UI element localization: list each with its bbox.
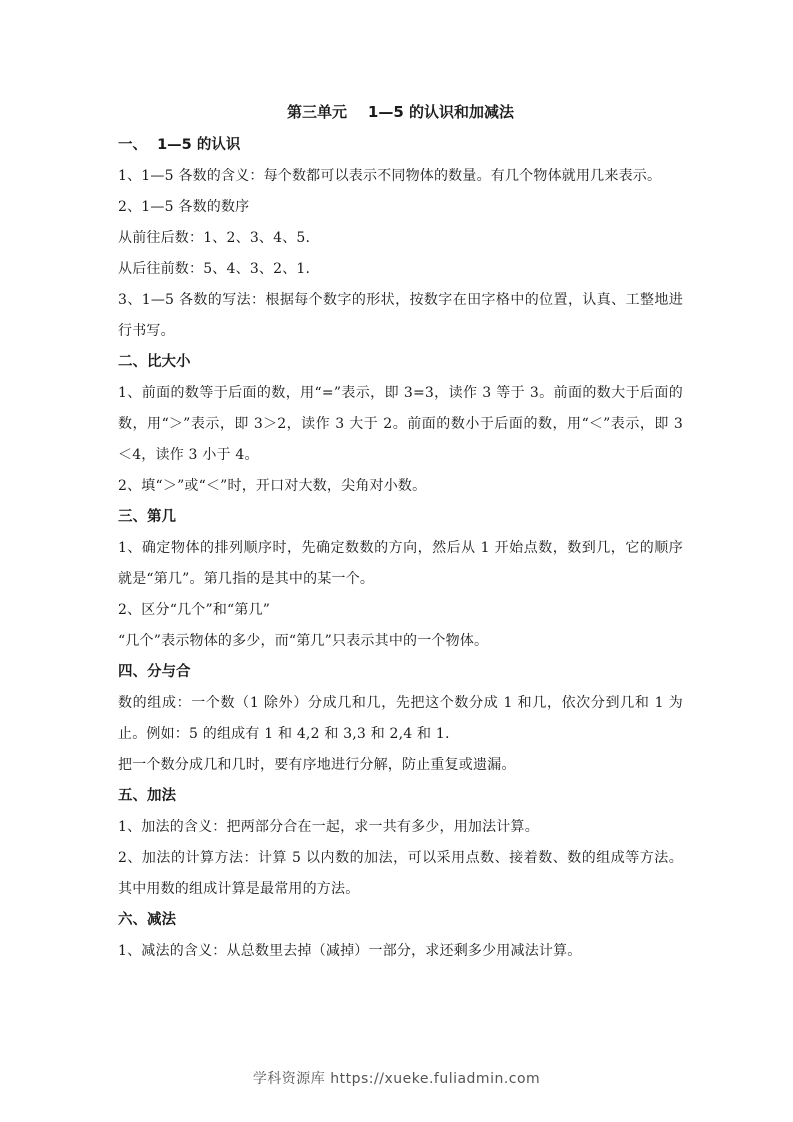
section-heading: 三、第几	[118, 509, 176, 525]
section-6	[118, 905, 683, 967]
paragraph: “几个”表示物体的多少，而“第几”只表示其中的一个物体。	[118, 633, 489, 649]
section-3	[118, 502, 683, 657]
document-title: 第三单元 1—5 的认识和加减法	[287, 103, 514, 121]
section-1	[118, 130, 683, 347]
section-heading: 四、分与合	[118, 664, 191, 680]
paragraph: 1、确定物体的排列顺序时，先确定数数的方向，然后从 1 开始点数，数到几，它的顺序就是“第几”。第几指的是其中的某一个。	[118, 540, 683, 587]
paragraph: 3、1—5 各数的写法：根据每个数字的形状，按数字在田字格中的位置，认真、工整地进行书写。	[118, 292, 683, 339]
paragraph: 把一个数分成几和几时，要有序地进行分解，防止重复或遗漏。	[118, 757, 516, 773]
section-heading: 二、比大小	[118, 354, 191, 370]
paragraph: 1、1—5 各数的含义：每个数都可以表示不同物体的数量。有几个物体就用几来表示。	[118, 168, 662, 184]
paragraph: 从后往前数：5、4、3、2、1.	[118, 261, 311, 277]
section-heading: 一、 1—5 的认识	[118, 137, 241, 153]
section-4	[118, 657, 683, 781]
paragraph: 1、减法的含义：从总数里去掉（减掉）一部分，求还剩多少用减法计算。	[118, 943, 582, 959]
paragraph: 2、1—5 各数的数序	[118, 199, 250, 215]
section-5	[118, 781, 683, 905]
paragraph: 1、前面的数等于后面的数，用“=”表示，即 3=3，读作 3 等于 3。前面的数大于后面的数，用“＞”表示，即 3＞2，读作 3 大于 2。前面的数小于后面的数，用“＜”表示，即 3＜4，读作 3 小于 4。	[118, 385, 683, 463]
section-heading: 五、加法	[118, 788, 176, 804]
paragraph: 2、填“＞”或“＜”时，开口对大数，尖角对小数。	[118, 478, 427, 494]
section-2	[118, 347, 683, 502]
paragraph: 2、区分“几个”和“第几”	[118, 602, 271, 618]
section-heading: 六、减法	[118, 912, 176, 928]
paragraph: 2、加法的计算方法：计算 5 以内数的加法，可以采用点数、接着数、数的组成等方法。其中用数的组成计算是最常用的方法。	[118, 850, 683, 897]
paragraph: 数的组成：一个数（1 除外）分成几和几，先把这个数分成 1 和几，依次分到几和 1 为止。例如：5 的组成有 1 和 4,2 和 3,3 和 2,4 和 1.	[118, 695, 683, 742]
paragraph: 从前往后数：1、2、3、4、5.	[118, 230, 311, 246]
footer-watermark: 学科资源库 https://xueke.fuliadmin.com	[252, 1071, 541, 1087]
paragraph: 1、加法的含义：把两部分合在一起，求一共有多少，用加法计算。	[118, 819, 539, 835]
document-page	[118, 100, 683, 967]
